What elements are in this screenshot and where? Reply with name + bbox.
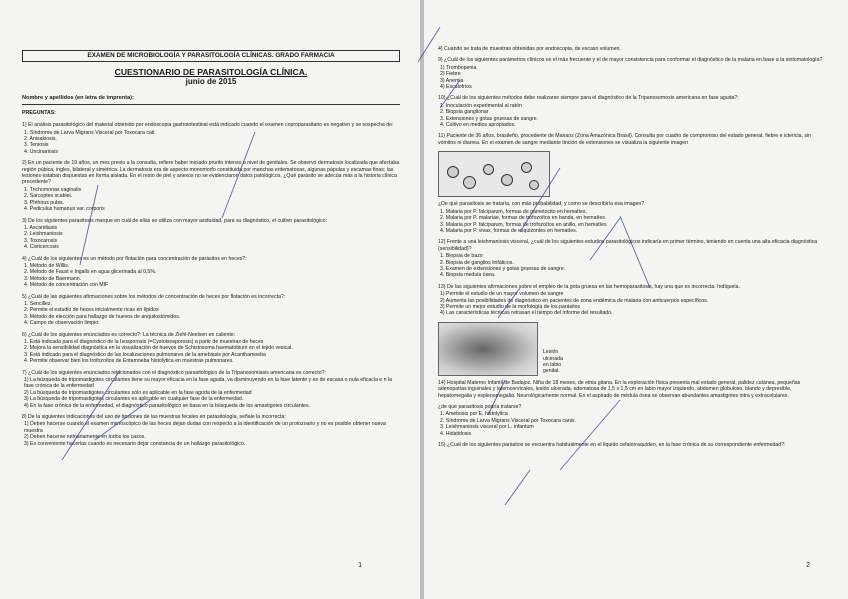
- answer-option: 4. Hidatidosis: [440, 430, 472, 437]
- question-item: [22, 122, 400, 155]
- question-item: [22, 414, 400, 447]
- answer-option: 1. Amebosis por E. histolytica: [440, 411, 508, 418]
- answer-option: 3. Está indicado para el diagnóstico de las localizaciones pulmonares de la amebiasis por Acanthamoeba: [24, 351, 266, 358]
- answer-option: 1. Síndrome de Larva Migrans Visceral por Toxocara cati: [24, 129, 155, 136]
- exam-header: EXAMEN DE MICROBIOLOGÍA Y PARASITOLOGÍA CLÍNICAS. GRADO FARMACIA: [22, 50, 400, 62]
- answer-option: 1. Sencillez.: [24, 300, 52, 307]
- figure-caption: Lesión ulcerada en labio genital.: [543, 349, 563, 375]
- answer-option: 2) Fiebre: [440, 71, 461, 78]
- question-item: [438, 404, 826, 437]
- answer-option: 3. Examen de extensiones y gotas gruesas de sangre.: [440, 265, 566, 272]
- clinical-photo: [438, 322, 563, 376]
- answer-option: 2. Malaria por P. malariae, formas de trofozoítos en banda, en hematíes.: [440, 215, 607, 222]
- student-name-field: Nombre y apellidos (en letra de imprenta):: [22, 95, 400, 104]
- answer-option: 2. Anisakiosis.: [24, 136, 57, 143]
- answer-option: 2. Método de Faust e Ingalls en agua glicerinada al 0,5%.: [24, 269, 157, 276]
- answer-option: 4) Las características técnicas retrasan el tiempo del informe del resultado.: [440, 310, 613, 317]
- question-item: [22, 160, 400, 212]
- blood-smear-image: [438, 151, 550, 197]
- question-stem: 2) En un paciente de 19 años, un mes previo a la consulta, refiere haber iniciado prurito intenso a nivel de genitales. Se observó dermatosis localizada que afectaba región púbica, ingles, bilateral y simétrica. La dermatosis era de aspecto monomorfo constituida por manchas eritematosas, algunas pápulas y escamas finas; las lesiones estaban dispuestas en forma aislada. En el resto de piel y anexos no se evidenciaron datos patológicos. ¿Qué parásito se adecúa más a la historia clínica precedente?: [22, 160, 400, 186]
- questions-heading: PREGUNTAS:: [22, 109, 56, 116]
- answer-option: 3) Permite un mejor estudio de la morfología de los parásitos: [440, 303, 581, 310]
- page-2-content: [438, 46, 826, 453]
- question-item: [438, 201, 826, 234]
- question-stem: 8) De la siguientes indicaciones del uso de tipsiones de las muestras fecales en parasitología, señale la incorrecta:: [22, 414, 286, 421]
- answer-option: 1) Permite el estudio de un mayor volumen de sangre: [440, 291, 564, 298]
- question-item: [438, 133, 826, 146]
- answer-option: 2) Aumenta las posibilidades de diagnóstico en pacientes de zona endémica de malaria con anticuerpos específicos.: [440, 297, 709, 304]
- answer-option: 3. Malaria por P. falciparum, formas de trofozoítos en anillo, en hematíes: [440, 221, 607, 228]
- question-stem: 10) ¿Cuál de los siguientes métodos debe realizarse siempre para el diagnóstico de la Tripanosomosis americana en fase aguda?:: [438, 95, 739, 102]
- question-item: [22, 218, 400, 251]
- answer-option: 3. Toxocarosis: [24, 237, 58, 244]
- question-item: [438, 380, 826, 399]
- answer-option: 1. Trichomonas vaginalis: [24, 186, 82, 193]
- question-stem: 4) Cuando se trata de muestras obtenidas por endoscopia, de escaso volumen.: [438, 46, 621, 52]
- question-stem: ¿De qué parasitosis se trataría, con más probabilidad, y como se describiría esa imagen?: [438, 201, 645, 208]
- question-stem: ¿de que parasitosis podría tratarse?: [438, 404, 522, 410]
- answer-option: 1. Biopsia de bazo: [440, 253, 483, 260]
- answer-option: 3. Leishmaniosis visceral por L. infantum: [440, 424, 534, 431]
- answer-option: 2) Deben hacerse rutinariamente en todos los casos.: [24, 434, 146, 441]
- question-stem: 4) ¿Cuál de los siguientes es un método por flotación para concentración de parásitos en heces?:: [22, 255, 247, 262]
- answer-option: 3) Anemia: [440, 77, 464, 84]
- answer-option: 3. Phthirus pubis.: [24, 199, 65, 206]
- answer-option: 2. Síndrome de Larva Migrans Visceral por Toxocara canis.: [440, 417, 576, 424]
- erythrocyte-shape: [463, 176, 476, 189]
- answer-option: 1. Método de Willis.: [24, 262, 70, 269]
- answer-option: 1. Inoculación experimental al ratón: [440, 102, 522, 109]
- question-stem: 12) Frente a una leishmaniosis visceral, ¿cuál de los siguientes estudios parasitológicos indicaría en primer término, teniendo en cuenta una alta eficacia diagnóstica (sensibilidad)?: [438, 239, 818, 252]
- answer-option: 2) La búsqueda de tripomastigotes circulantes sólo es aplicable en la fase aguda de la enfermedad: [24, 389, 252, 396]
- question-stem: 14) Hospital Materno Infantil de Badajoz. Niña de 18 meses, de etnia gitana. En la exploración física presenta mal estado general, palidez cutánea, pequeñas adenopatías inguinales y laterocervicales, lesión ulcerada, edematosa de 1,5 x 1,5 cm en labio mayor izquierdo, abdomen globuloso, blando y depresible, hepatomegalia y esplenomegalia. Neurológicamente normal. En el aspirado de médula ósea se observan abundantes amastigotes intra y extracelulares.: [438, 379, 801, 399]
- answer-option: 4) En la fase crónica de la enfermedad, el diagnóstico parasitológico se basa en la búsqueda de los amastigotes circulantes.: [24, 402, 311, 409]
- page-number: 1: [358, 562, 362, 569]
- answer-option: 4. Cisticercosis: [24, 244, 59, 251]
- question-stem: 3) De los siguientes parasitosis marque en cuál de ellas se utiliza con mayor asiduidad, para su diagnóstico, el cultivo parasitológico:: [22, 217, 328, 224]
- answer-option: 4. Método de concentración con MIF: [24, 282, 109, 289]
- question-item: [22, 370, 400, 409]
- answer-option: 2. Biopsia ganglionar: [440, 109, 489, 116]
- answer-option: 1) Deben hacerse cuando el examen microscópico de las heces dejan dudas con respecto a la identificación de un protozoario y no es posible obtener nueva muestra: [24, 421, 386, 434]
- page-1-content: [22, 50, 400, 452]
- page-title: CUESTIONARIO DE PARASITOLOGÍA CLÍNICA.: [114, 67, 308, 78]
- question-item: [22, 294, 400, 327]
- answer-option: 4. Uncinariosis: [24, 148, 59, 155]
- question-stem: 11) Paciente de 36 años, brasileño, procedente de Manaos (Zona Amazónica Brasil). Consulta por cuadro de compromiso del estado general, fiebre e ictericia, sin vómitos ni diarrea. En el examen de sangre mediante tinción de extensiones se visualiza la siguiente imagen: [438, 133, 812, 146]
- answer-option: 3. Teniosis: [24, 142, 49, 149]
- question-stem: 15) ¿Cuál de los siguientes parásitos se encuentra habitualmente en el líquido cefalorraquídeo, en la fase crónica de su correspondiente enfermedad?:: [438, 442, 786, 449]
- question-item: [438, 442, 826, 448]
- question-list: [438, 46, 826, 448]
- question-stem: 6) ¿Cuál de los siguientes enunciados es correcto?: La técnica de Ziehl-Neelsen en caliente:: [22, 331, 236, 338]
- answer-option: 2. Leishmaniosis: [24, 231, 63, 238]
- answer-option: 4. Pediculus humanus var. corporis: [24, 206, 105, 213]
- answer-option: 4. Malaria por P. vivax, formas de esquizontes en hematíes.: [440, 227, 578, 234]
- answer-option: 1. Malaria por P. falciparum, formas de gametocito en hematíes.: [440, 208, 587, 215]
- question-item: [438, 57, 826, 90]
- question-stem: 1) El análisis parasitológico del material obtenido por endoscopia gastrointestinal está indicado cuando el examen coproparasitario es negativo y se sospecha de:: [22, 122, 394, 129]
- answer-option: 1. Ascaridiasis: [24, 224, 58, 231]
- question-item: [22, 256, 400, 289]
- answer-option: 4) Escalofríos: [440, 84, 472, 91]
- page-2: [424, 0, 848, 599]
- answer-option: 1) La búsqueda de tripomastigotes circulantes tiene su mayor eficacia en la fase aguda, va disminuyendo en la fase latente y es de escasa o nula eficacia e n la fase crónica de la enfermedad: [24, 377, 392, 390]
- question-item: [438, 239, 826, 278]
- answer-option: 2. Biopsia de ganglios linfáticos.: [440, 259, 514, 266]
- erythrocyte-shape: [501, 174, 513, 186]
- answer-option: 4. Permite observar bien los trofozoítos de Entamoeba histolytica en muestras pulmonares.: [24, 358, 234, 365]
- erythrocyte-shape: [483, 164, 494, 175]
- page-number: 2: [806, 562, 810, 569]
- answer-option: 4. Biopsia medula ósea.: [440, 272, 496, 279]
- question-item: [22, 332, 400, 365]
- answer-option: 3. Método de Baermann.: [24, 275, 82, 282]
- erythrocyte-shape: [447, 166, 459, 178]
- question-stem: 5) ¿Cuál de las siguientes afirmaciones sobre los métodos de concentración de heces por flotación es incorrecta?:: [22, 293, 286, 300]
- answer-option: 4. Campo de observación limpio.: [24, 320, 100, 327]
- question-item: [438, 46, 826, 52]
- answer-option: 1. Está indicada para el diagnóstico de la Isosporosis (=Cystoisosporosis) a partir de muestras de heces: [24, 339, 264, 345]
- answer-option: 2. Sarcoptes scabiei.: [24, 193, 73, 200]
- answer-option: 1) Trombopenia: [440, 64, 477, 71]
- answer-option: 4. Cultivo en medios apropiados.: [440, 122, 516, 129]
- page-1: [0, 0, 420, 599]
- erythrocyte-shape: [529, 180, 539, 190]
- question-item: [438, 95, 826, 128]
- answer-option: 3) La búsqueda de tripomastigotes circulantes es aplicable en cualquier fase de la enfermedad.: [24, 396, 244, 403]
- question-stem: 13) De las siguientes afirmaciones sobre el empleo de la gota gruesa en las hemoparasitosis, hay una que es incorrecta. Indíquela.: [438, 283, 740, 290]
- exam-date: junio de 2015: [185, 77, 237, 87]
- question-list: [22, 122, 400, 447]
- question-stem: 7) ¿Cuál de los siguientes enunciados relacionados con el diagnóstico parasitológico de la Tripanosomiasis americana es correcto?:: [22, 369, 326, 376]
- answer-option: 3. Extensiones y gotas gruesas de sangre.: [440, 115, 539, 122]
- answer-option: 2. Permite el estudio de heces inicialmente ricas en lípidos: [24, 307, 159, 314]
- answer-option: 2. Mejora la sensibilidad diagnóstica en la visualización de huevos de Schistosoma haematobium en el tejido vesical.: [24, 345, 293, 352]
- question-item: [438, 284, 826, 317]
- answer-option: 3) Es conveniente hacerlas cuando es necesario dejar constancia de un hallazgo parasitológico.: [24, 440, 246, 447]
- erythrocyte-shape: [521, 162, 532, 173]
- answer-option: 3. Método de elección para hallazgo de huevos de anquilostómidos.: [24, 313, 181, 320]
- question-stem: 9) ¿Cuál de los siguientes parámetros clínicos es el más frecuente y el de mayor consistencia para conformar el diagnóstico de la malaria en base a la sintomatología?: [438, 57, 823, 64]
